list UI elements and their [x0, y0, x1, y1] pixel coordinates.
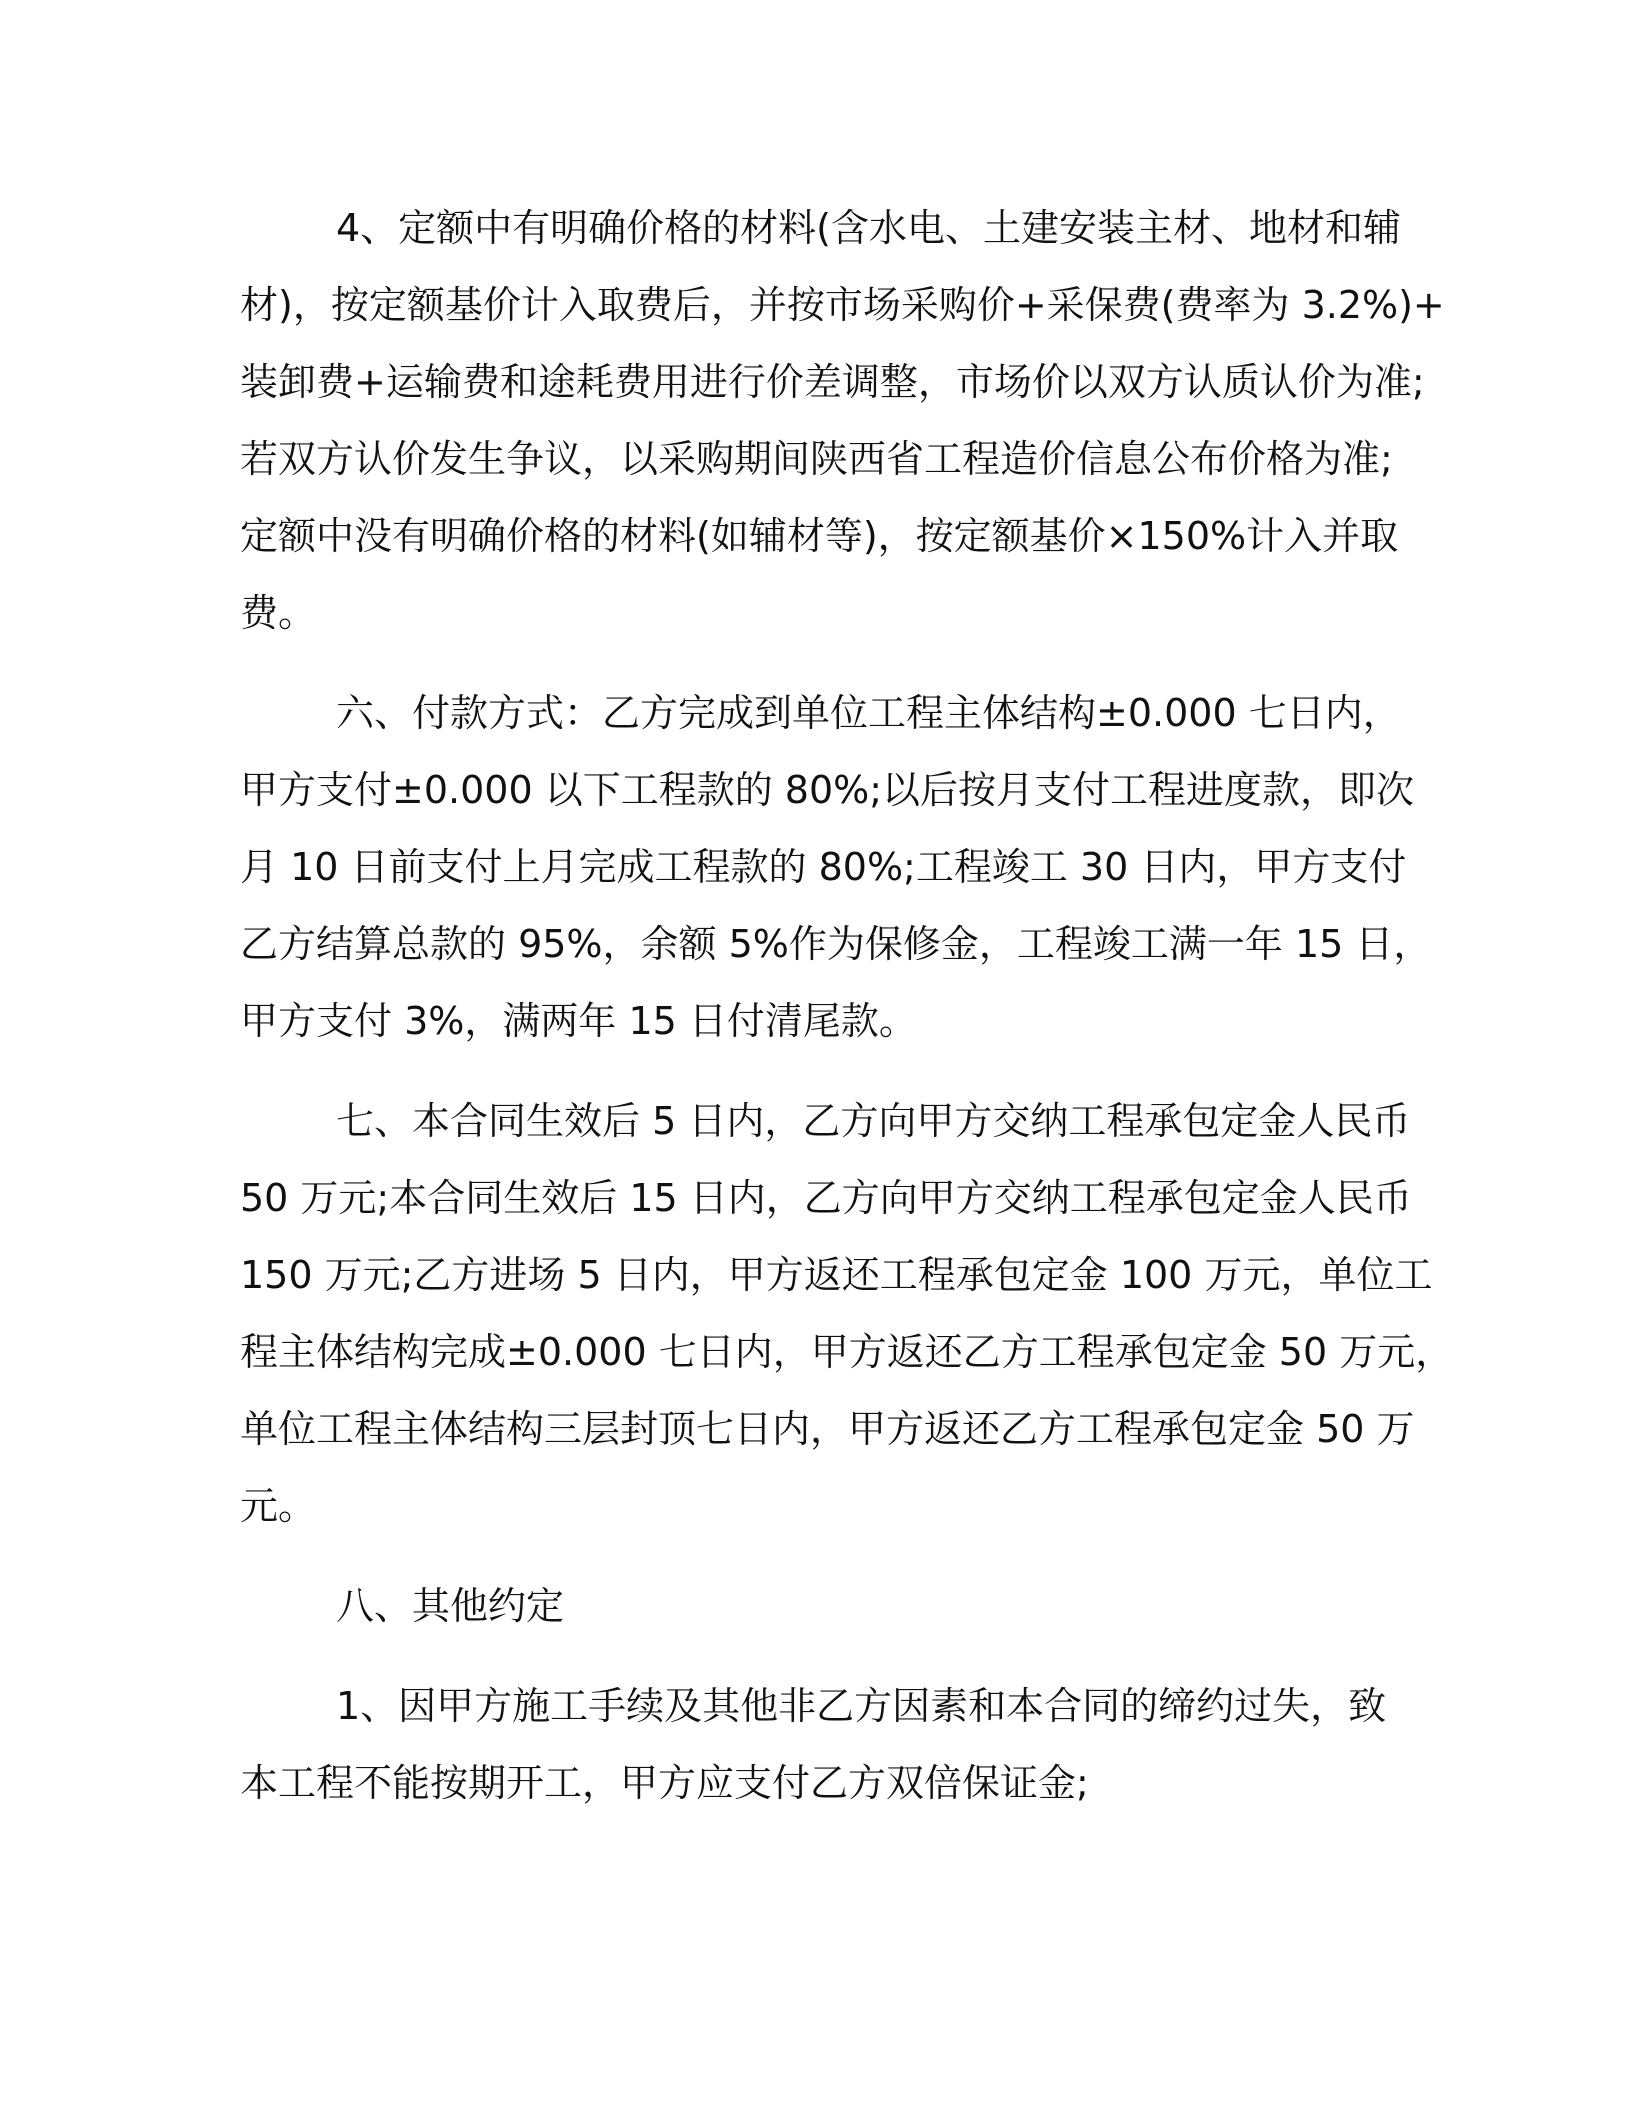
text-line: 八、其他约定 [336, 1584, 565, 1628]
text-line: 七、本合同生效后 5 日内，乙方向甲方交纳工程承包定金人民币 [336, 1099, 1411, 1143]
text-line: 50 万元;本合同生效后 15 日内，乙方向甲方交纳工程承包定金人民币 [240, 1176, 1412, 1220]
text-line: 乙方结算总款的 95%，余额 5%作为保修金，工程竣工满一年 15 日， [240, 922, 1432, 966]
text-line: 甲方支付±0.000 以下工程款的 80%;以后按月支付工程进度款，即次 [240, 768, 1415, 812]
text-line: 本工程不能按期开工，甲方应支付乙方双倍保证金; [240, 1761, 1089, 1805]
text-line: 150 万元;乙方进场 5 日内，甲方返还工程承包定金 100 万元，单位工 [240, 1253, 1433, 1297]
text-line: 单位工程主体结构三层封顶七日内，甲方返还乙方工程承包定金 50 万 [240, 1407, 1415, 1451]
text-line: 六、付款方式：乙方完成到单位工程主体结构±0.000 七日内， [336, 691, 1401, 735]
text-line: 定额中没有明确价格的材料(如辅材等)，按定额基价×150%计入并取 [240, 514, 1399, 558]
text-line: 程主体结构完成±0.000 七日内，甲方返还乙方工程承包定金 50 万元， [240, 1330, 1454, 1374]
text-line: 元。 [240, 1484, 317, 1528]
text-line: 甲方支付 3%，满两年 15 日付清尾款。 [240, 999, 917, 1043]
text-line: 材)，按定额基价计入取费后，并按市场采购价+采保费(费率为 3.2%)+ [240, 283, 1445, 327]
text-line: 月 10 日前支付上月完成工程款的 80%;工程竣工 30 日内，甲方支付 [240, 845, 1407, 889]
text-line: 4、定额中有明确价格的材料(含水电、土建安装主材、地材和辅 [336, 206, 1402, 250]
text-line: 装卸费+运输费和途耗费用进行价差调整，市场价以双方认质认价为准; [240, 360, 1425, 404]
text-line: 若双方认价发生争议，以采购期间陕西省工程造价信息公布价格为准; [240, 437, 1393, 481]
text-line: 1、因甲方施工手续及其他非乙方因素和本合同的缔约过失，致 [336, 1684, 1387, 1728]
text-line: 费。 [240, 591, 317, 635]
